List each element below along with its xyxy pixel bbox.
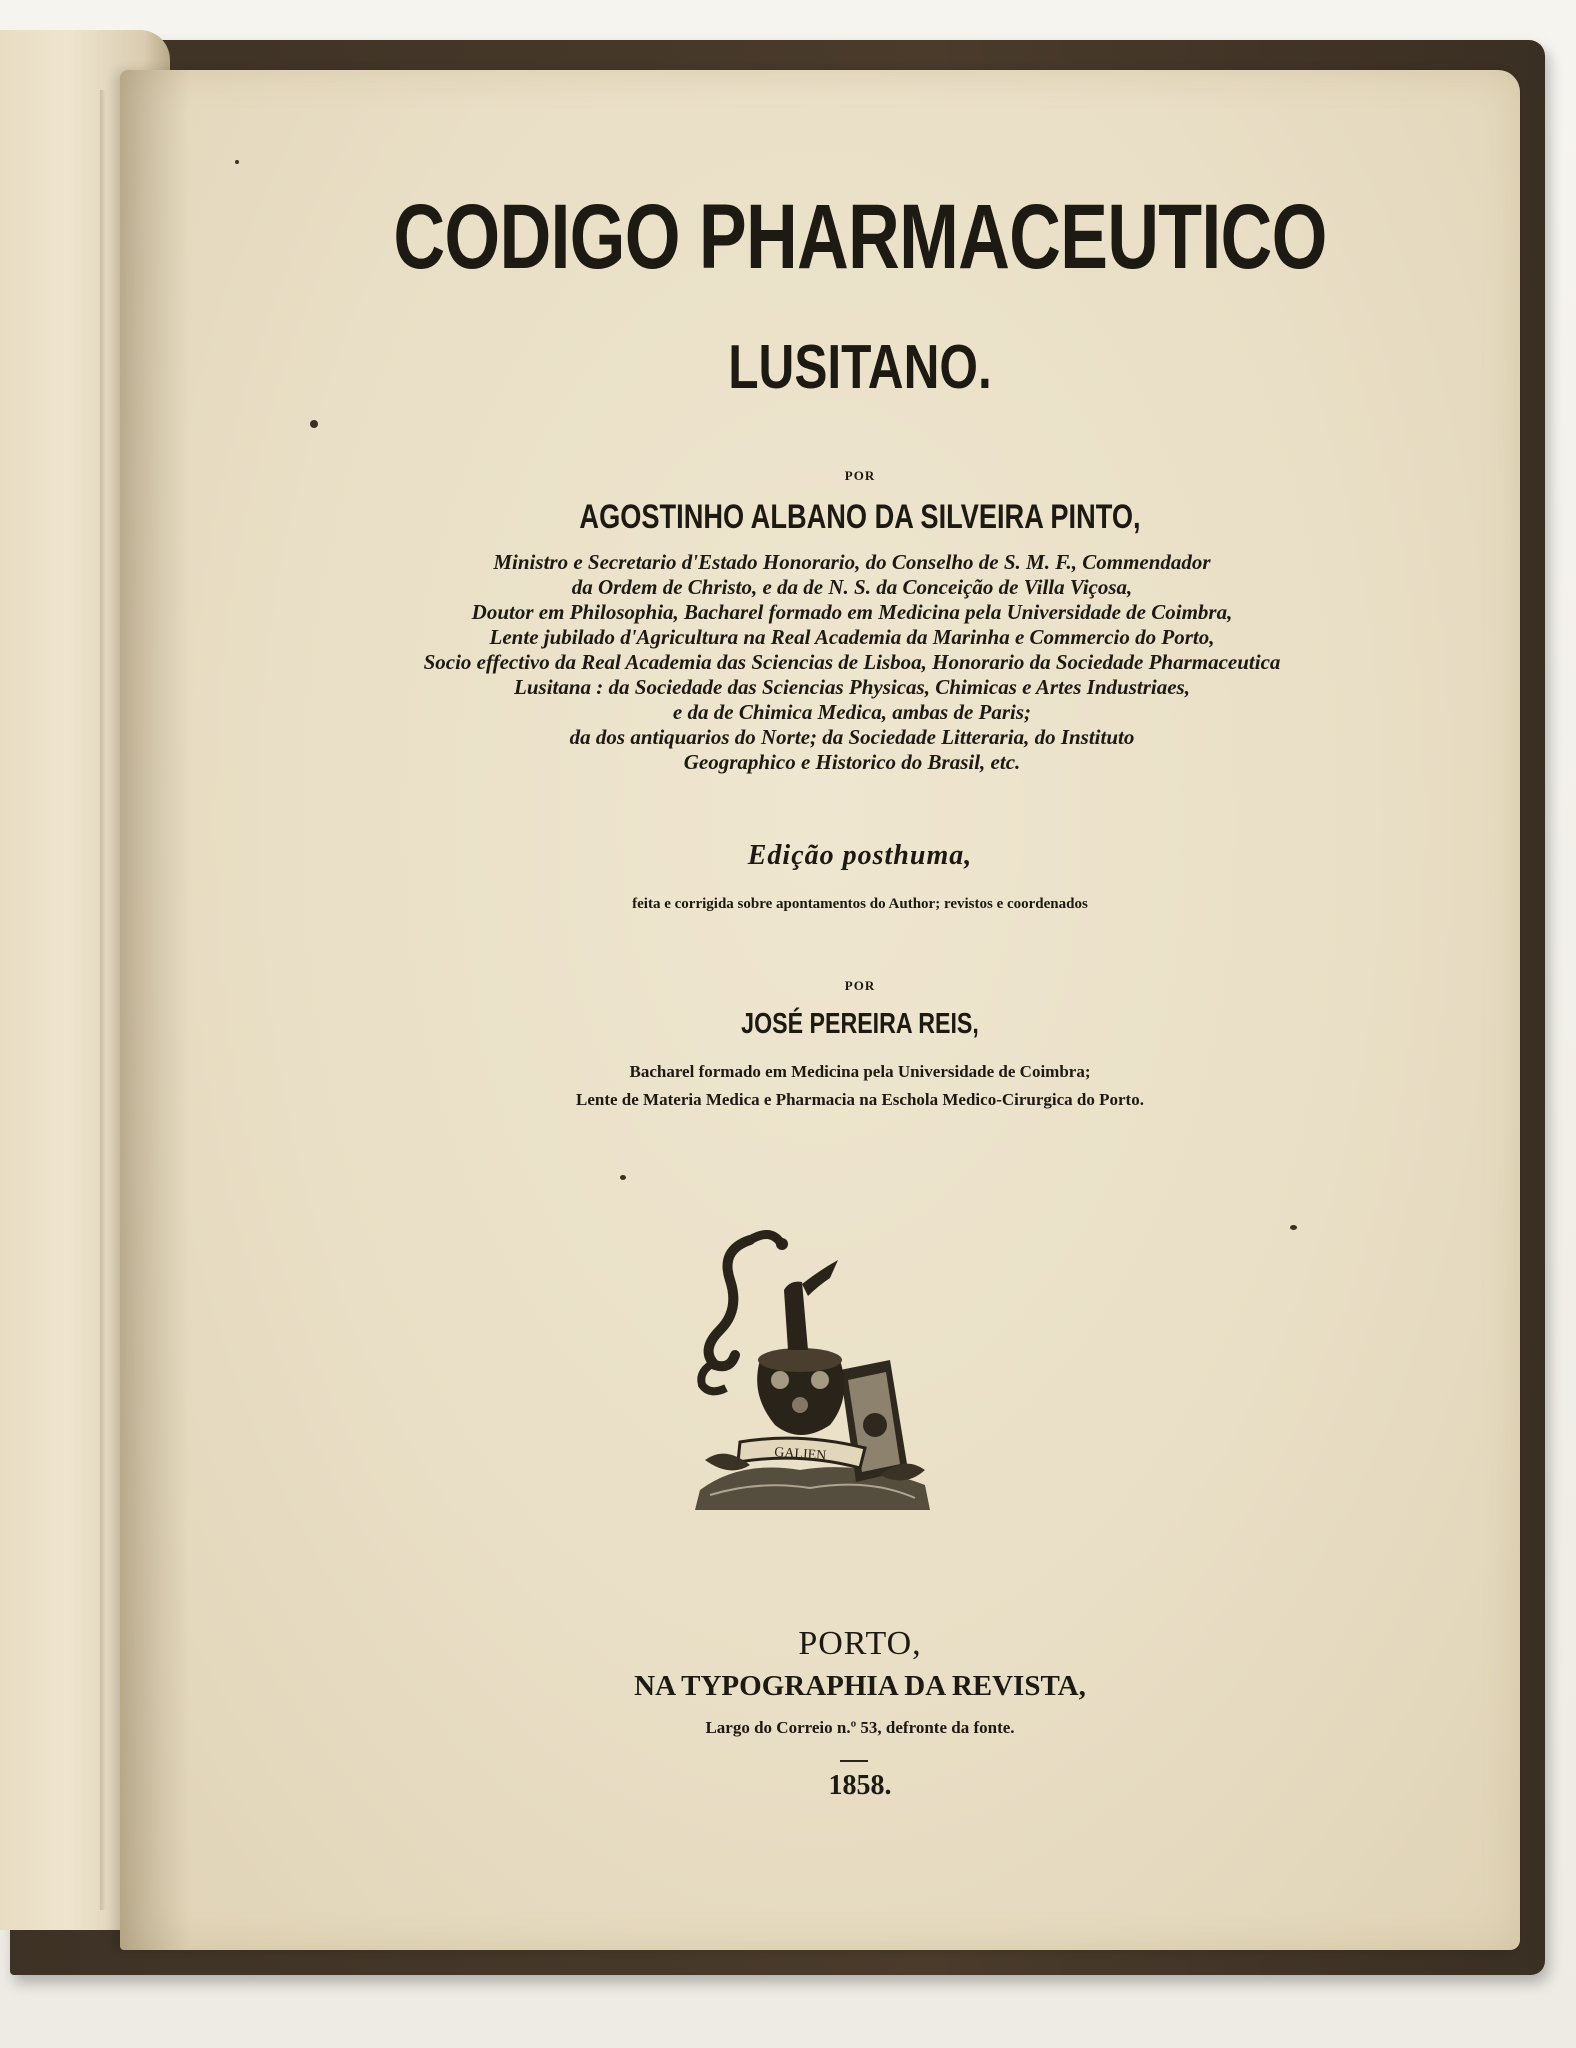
editor-credit-line: Lente de Materia Medica e Pharmacia na Escholа Medico-Cirurgica do Porto. [576, 1090, 1144, 1109]
foxing-spot [1290, 1225, 1297, 1230]
author-credit-line: e da de Chimica Medica, ambas de Paris; [672, 700, 1032, 724]
foxing-spot [235, 160, 239, 164]
edition-label: Edição posthuma, [747, 840, 973, 871]
publication-year: 1858. [828, 1770, 892, 1801]
author-credit-line: Lusitana : da Sociedade das Sciencias Physicas, Chimicas e Artes Industriaes, [514, 675, 1190, 699]
editor-credits [160, 1058, 1560, 1114]
author-credit-line: Doutor em Philosophia, Bacharel formado em Medicina pela Universidade de Coimbra, [471, 600, 1233, 624]
title-page [120, 70, 1520, 1950]
author-credit-line: da dos antiquarios do Norte; da Sociedade Litteraria, do Instituto [569, 725, 1135, 749]
by-label: POR [844, 978, 876, 993]
author-credit-line: Ministro e Secretario d'Estado Honorario, do Conselho de S. M. F., Commendador [493, 550, 1211, 574]
pharmacy-emblem-serpent-ewer-icon [680, 1220, 940, 1520]
by-label: POR [844, 468, 876, 483]
editor-credit-line: Bacharel formado em Medicina pela Universidade de Coimbra; [629, 1062, 1091, 1081]
author-credit-line: da Ordem de Christo, e da de N. S. da Conceição de Villa Viçosa, [571, 575, 1133, 599]
foxing-spot [620, 1175, 626, 1180]
printer-name: NA TYPOGRAPHIA DA REVISTA, [634, 1670, 1086, 1702]
facing-page-edge [100, 90, 106, 1910]
edition-note: feita e corrigida sobre apontamentos do Author; revistos e coordenados [632, 896, 1088, 912]
divider-rule [840, 1760, 868, 1762]
author-credit-line: Lente jubilado d'Agricultura na Real Academia da Marinha e Commercio do Porto, [489, 625, 1215, 649]
author-credit-line: Geographico e Historico do Brasil, etc. [683, 750, 1021, 774]
editor-name: JOSÉ PEREIRA REIS, [741, 1008, 979, 1040]
book-subtitle: LUSITANO. [728, 333, 992, 402]
book-title: CODIGO PHARMACEUTICO [393, 186, 1327, 288]
foxing-spot [310, 420, 318, 428]
author-credit-line: Socio effectivo da Real Academia das Sciencias de Lisboa, Honorario da Sociedade Pharmaceutica [423, 650, 1281, 674]
gutter-shadow [120, 70, 190, 1950]
emblem-banner-text: GALIEN [773, 1445, 827, 1464]
printer-address: Largo do Correio n.º 53, defronte da fonte. [705, 1718, 1015, 1737]
publication-city: PORTO, [798, 1625, 922, 1662]
author-name: AGOSTINHO ALBANO DA SILVEIRA PINTO, [579, 498, 1141, 536]
author-credits [152, 550, 1552, 775]
